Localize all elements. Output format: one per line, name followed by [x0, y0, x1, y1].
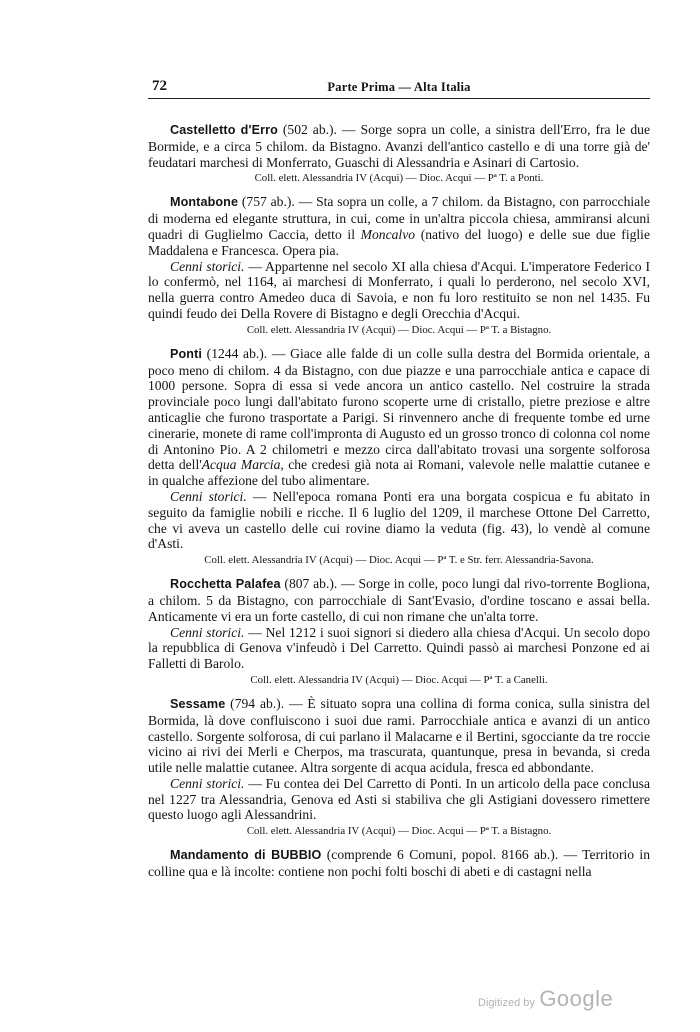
- historical-notes: [148, 489, 650, 552]
- entry-text: , che credesi già nota ai Romani, valevole nelle malattie cutanee e in qualche affezione del tubo alimentare.: [148, 457, 651, 489]
- entry-text: (comprende 6 Comuni, popol. 8166 ab.). — Territorio in colline qua e là incolte: contiene non pochi folti boschi di abeti e di castagni nella: [148, 847, 651, 880]
- entry-montabone: [148, 194, 650, 258]
- page-header: [148, 78, 650, 99]
- cenni-storici-label: Cenni storici.: [170, 775, 245, 791]
- page-body: [148, 122, 650, 880]
- place-name: Montabone: [170, 195, 239, 210]
- place-name: Sessame: [170, 696, 226, 711]
- google-logo: Google: [539, 986, 614, 1011]
- electoral-info: Coll. elett. Alessandria IV (Acqui) — Dioc. Acqui — Pª T. a Bistagno.: [246, 323, 552, 336]
- digitized-watermark: [478, 986, 613, 1012]
- entry-text: (502 ab.). — Sorge sopra un colle, a sinistra dell'Erro, fra le due Bormide, e a circa 5 chilom. da Bistagno. Avanzi dell'antico castello e di una torre già de' feudatari marchesi di Monferrato, Guaschi di Alessandria e Asinari di Cartosio.: [148, 122, 651, 170]
- historical-notes: [148, 259, 650, 322]
- entry-text: (nativo del luogo) e delle sue due figlie Maddalena e Francesca. Opera pia.: [148, 226, 650, 258]
- place-name: Mandamento di BUBBIO: [170, 848, 322, 863]
- electoral-info: Coll. elett. Alessandria IV (Acqui) — Dioc. Acqui — Pª T. a Ponti.: [254, 172, 544, 185]
- historical-text: — Appartenne nel secolo XI alla chiesa d'Acqui. L'imperatore Federico I lo confermò, nel 1164, ai marchesi di Monferrato, i quali lo perderono, nel secolo XVI, nella guerra contro Amedeo duca di Savoia, e non fu loro restituito se non nel 1435. Fu quindi feudo dei Della Rovere di Bistagno e degli Orecchia d'Acqui.: [148, 258, 650, 321]
- historical-text: — Fu contea dei Del Carretto di Ponti. In un articolo della pace conclusa nel 1227 tra Alessandria, Genova ed Asti si stabiliva che gli Astigiani dovessero rimettere questo luogo agli Alessandrini.: [148, 775, 651, 823]
- cenni-storici-label: Cenni storici.: [170, 624, 245, 640]
- digitized-by-text: Digitized by: [478, 997, 535, 1009]
- entry-rocchetta-palafea: [148, 576, 650, 624]
- historical-notes: [148, 625, 650, 672]
- electoral-info: Coll. elett. Alessandria IV (Acqui) — Dioc. Acqui — Pª T. a Bistagno.: [246, 825, 552, 838]
- entry-italic-text: Moncalvo: [360, 226, 416, 242]
- entry-mandamento-bubbio: [148, 847, 650, 880]
- cenni-storici-label: Cenni storici.: [170, 258, 245, 274]
- electoral-info: Coll. elett. Alessandria IV (Acqui) — Dioc. Acqui — Pª T. e Str. ferr. Alessandria-Savona.: [204, 554, 594, 567]
- place-name: Rocchetta Palafea: [170, 577, 281, 592]
- historical-text: — Nel 1212 i suoi signori si diedero alla chiesa d'Acqui. Un secolo dopo la repubblica di Genova v'infeudò i Del Carretto. Quindi passò ai marchesi Ponzone ed ai Falletti di Barolo.: [148, 624, 651, 672]
- entry-italic-text: Acqua Marcia: [201, 457, 281, 473]
- running-head: Parte Prima — Alta Italia: [327, 80, 471, 94]
- historical-text: — Nell'epoca romana Ponti era una borgata cospicua e fu abitato in seguito da famiglie nobili e ricche. Il 6 luglio del 1209, il marchese Ottone Del Carretto, che vi aveva un castello delle cui rovine diamo la veduta (fig. 43), lo vendè al comune d'Asti.: [148, 488, 650, 552]
- entry-sessame: [148, 696, 650, 776]
- place-name: Ponti: [170, 346, 202, 361]
- entry-text: (794 ab.). — È situato sopra una collina di forma conica, sulla sinistra del Bormida, là dove confluiscono i suoi due rami. Parrocchiale antica e avanzi di un antico castello. Sorgente solforosa, di cui parlano il Malacarne e il Bertini, sgocciante da tre roccie vicino ai rivi dei Merli e Cherpos, ma trascurata, quantunque, presa in bevanda, si creda utile nelle malattie cutanee. Altra sorgente di acqua acidula, fresca ed abbondante.: [148, 695, 650, 776]
- entry-ponti: [148, 346, 650, 489]
- page-number: 72: [152, 78, 167, 94]
- entry-text: (757 ab.). — Sta sopra un colle, a 7 chilom. da Bistagno, con parrocchiale di moderna ed elegante struttura, in cui, come in un'altra piccola chiesa, ammiransi alcuni quadri di Guglielmo Caccia, detto il: [148, 194, 650, 242]
- entry-castelletto-derro: [148, 122, 650, 170]
- entry-text: (1244 ab.). — Giace alle falde di un colle sulla destra del Bormida orientale, a poco meno di chilom. 4 da Bistagno, con due piazze e una parrocchiale antica e capace di 1000 persone. Sopra di essa si vede ancora un antico castello. Nel costruire la strada provinciale poco lungi dall'abitato furono scoperte urne di cristallo, pietre preziose e altre anticaglie che furono trasportate a Parigi. Si rinvennero anche di frequente tombe ed urne cinerarie, monete di rame coll'impronta di Augusto ed un grosso tronco di colonna col nome di Antonino Pio. A 2 chilometri e mezzo circa dall'abitato trovasi una sorgente solforosa detta dell': [148, 345, 650, 473]
- entry-text: (807 ab.). — Sorge in colle, poco lungi dal rivo-torrente Bogliona, a chilom. 5 da Bistagno, con parrocchiale di Sant'Evasio, d'ordine toscano e assai bella. Anticamente vi era un forte castello, di cui non rimane che un'alta torre.: [148, 576, 650, 624]
- electoral-info: Coll. elett. Alessandria IV (Acqui) — Dioc. Acqui — Pª T. a Canelli.: [250, 673, 548, 686]
- place-name: Castelletto d'Erro: [170, 123, 278, 137]
- cenni-storici-label: Cenni storici.: [170, 488, 247, 504]
- historical-notes: [148, 776, 650, 823]
